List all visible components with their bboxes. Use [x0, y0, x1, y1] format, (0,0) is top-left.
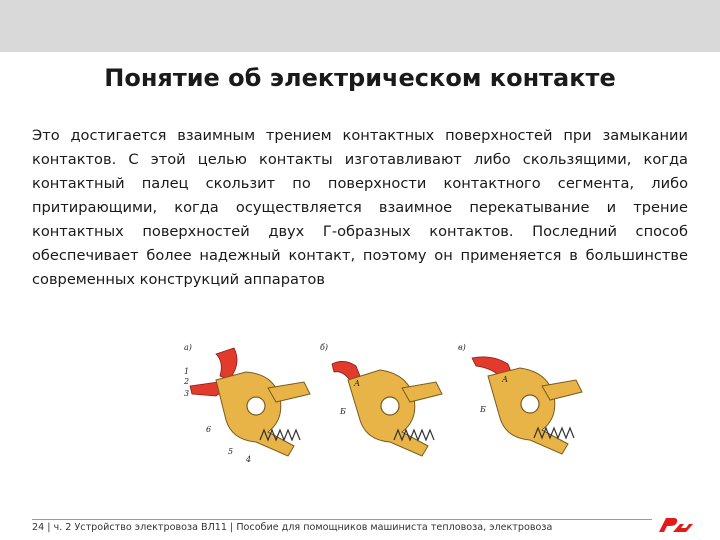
- slide-body-text: Это достигается взаимным трением контактных поверхностей при замыкании контактов. С этой целью контакты изготавливают либо скользящими, когда контактный палец скользит по поверхности контактного сегмента, либо притирающими, когда осуществляется взаимное перекатывание и трение контактных поверхностей двух Г-образных контактов. Последний способ обеспечивает более надежный контакт, поэтому он применяется в большинстве современных конструкций аппаратов: [32, 127, 688, 288]
- pivot-b: [381, 397, 399, 415]
- panel-label-c: в): [458, 343, 466, 352]
- contact-diagram: [176, 336, 596, 466]
- panel-c: [458, 343, 582, 454]
- footer-text: 24 | ч. 2 Устройство электровоза ВЛ11 | Пособие для помощников машиниста тепловоза, электровоза: [32, 522, 553, 533]
- rzd-logo: [656, 514, 696, 536]
- part-number-6: 6: [206, 425, 212, 434]
- contact-diagram-svg: [176, 336, 596, 466]
- pivot-a: [247, 397, 265, 415]
- point-label-b-b: Б: [340, 407, 346, 416]
- slide-title: Понятие об электрическом контакте: [104, 64, 616, 92]
- panel-a: [183, 343, 310, 464]
- part-number-2: 2: [184, 377, 190, 386]
- part-number-4: 4: [246, 455, 252, 464]
- part-number-5: 5: [228, 447, 234, 456]
- rzd-logo-icon: [656, 514, 696, 536]
- footer-divider: [32, 519, 652, 520]
- part-number-3: 3: [184, 389, 190, 398]
- point-label-a-c: А: [502, 375, 509, 384]
- pivot-c: [521, 395, 539, 413]
- top-band: [0, 0, 720, 52]
- panel-label-b: б): [320, 343, 329, 352]
- part-number-1: 1: [184, 367, 190, 376]
- point-label-b-c: Б: [480, 405, 486, 414]
- point-label-a-b: А: [354, 379, 361, 388]
- panel-label-a: а): [184, 343, 192, 352]
- panel-b: [320, 343, 442, 456]
